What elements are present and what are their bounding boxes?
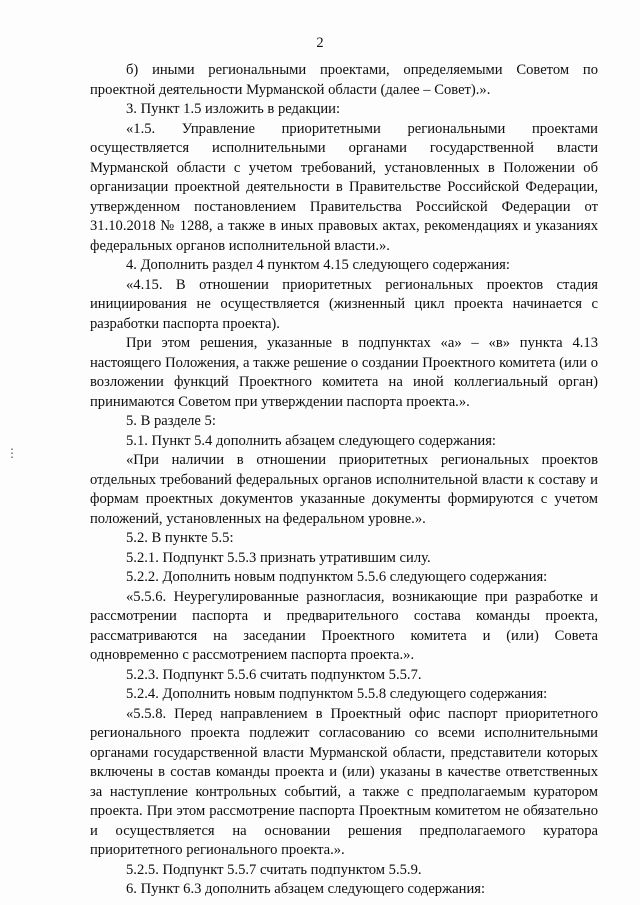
paragraph: «5.5.8. Перед направлением в Проектный офис паспорт приоритетного регионального проекта подлежит согласованию со всеми исполнительными органами государственной власти Мурманской области, представители которых включены в состав команды проекта и (или) указаны в качестве ответственных за наступление контрольных событий, а также с предполагаемым куратором проекта. При этом рассмотрение паспорта Проектным комитетом не обязательно и осуществляется на основании решения предполагаемого куратора приоритетного регионального проекта.». [90, 705, 598, 858]
paragraph: б) иными региональными проектами, определяемыми Советом по проектной деятельности Мурманской области (далее – Совет).». [90, 62, 598, 98]
paragraph: «4.15. В отношении приоритетных региональных проектов стадия инициирования не осуществляется (жизненный цикл проекта начинается с разработки паспорта проекта). [90, 276, 598, 332]
paragraph: 5.2.3. Подпункт 5.5.6 считать подпунктом 5.5.7. [126, 666, 422, 683]
paragraph: 5. В разделе 5: [126, 413, 216, 429]
paragraph: При этом решения, указанные в подпунктах «а» – «в» пункта 4.13 настоящего Положения, а также решение о создании Проектного комитета (или о возложении функций Проектного комитета на иной коллегиальный орган) принимаются Советом при утверждении паспорта проекта.». [90, 335, 598, 410]
paragraph: 5.2.5. Подпункт 5.5.7 считать подпунктом 5.5.9. [126, 861, 422, 878]
paragraph: 4. Дополнить раздел 4 пунктом 4.15 следующего содержания: [126, 257, 510, 273]
paragraph: 5.2.1. Подпункт 5.5.3 признать утратившим силу. [126, 549, 431, 566]
paragraph: «1.5. Управление приоритетными региональными проектами осуществляется исполнительными органами государственной власти Мурманской области с учетом требований, установленных в Положении об организации проектной деятельности в Правительстве Российской Федерации, утвержденном постановлением Правительства Российской Федерации от 31.10.2018 № 1288, а также в иных правовых актах, рекомендациях и указаниях федеральных органов исполнительной власти.». [90, 120, 598, 254]
paragraph: «При наличии в отношении приоритетных региональных проектов отдельных требований федеральных органов исполнительной власти к составу и формам проектных документов указанные документы формируются с учетом положений, установленных на федеральном уровне.». [90, 452, 598, 527]
paragraph: 6. Пункт 6.3 дополнить абзацем следующего содержания: [126, 881, 486, 897]
paragraph: 5.1. Пункт 5.4 дополнить абзацем следующего содержания: [126, 432, 496, 449]
page-number: 2 [316, 35, 324, 51]
paragraph: 5.2.2. Дополнить новым подпунктом 5.5.6 следующего содержания: [126, 569, 548, 585]
paragraph: 5.2. В пункте 5.5: [126, 530, 234, 546]
paragraph: «5.5.6. Неурегулированные разногласия, возникающие при разработке и рассмотрении паспорта и предварительного состава команды проекта, рассматриваются на заседании Проектного комитета и (или) Совета одновременно с рассмотрением паспорта проекта.». [90, 588, 598, 663]
paragraph: 5.2.4. Дополнить новым подпунктом 5.5.8 следующего содержания: [126, 686, 548, 702]
paragraph: 3. Пункт 1.5 изложить в редакции: [126, 101, 341, 117]
document-body [90, 61, 598, 900]
scan-margin-mark: ⋮ [6, 446, 18, 460]
